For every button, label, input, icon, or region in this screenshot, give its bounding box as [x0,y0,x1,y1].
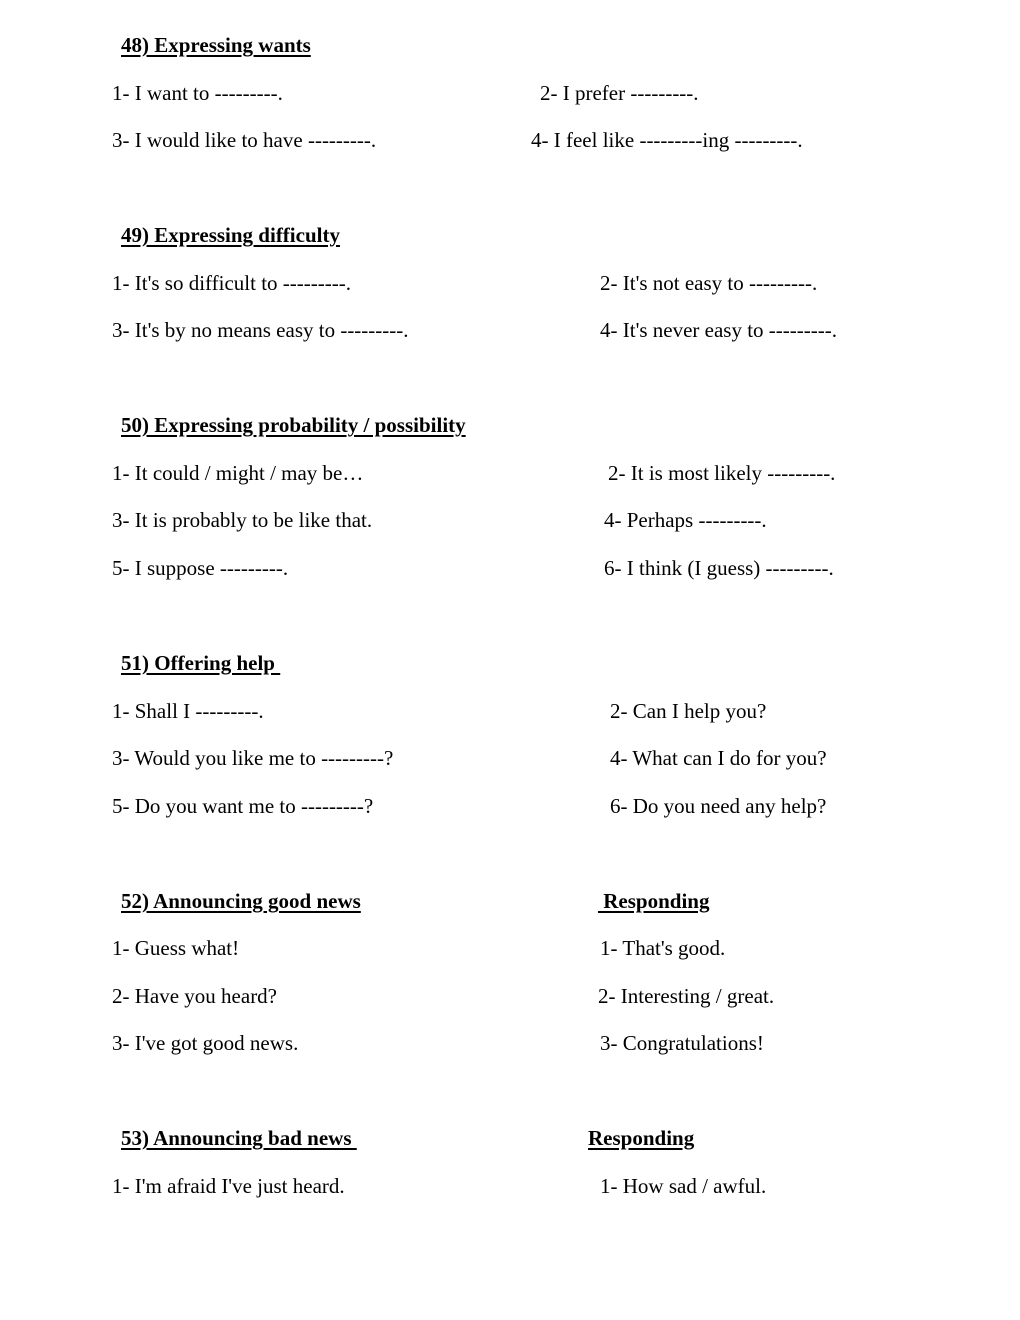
section-52-item-2: 2- Have you heard? [112,984,278,1008]
section-49-heading: 49) Expressing difficulty [121,223,340,247]
section-52-response-3: 3- Congratulations! [600,1031,764,1055]
section-50-item-1: 1- It could / might / may be… [112,461,364,485]
section-50-item-4: 4- Perhaps ---------. [604,508,767,532]
section-50-item-6: 6- I think (I guess) ---------. [604,556,834,580]
section-53-response-1: 1- How sad / awful. [600,1174,767,1198]
section-50-item-2: 2- It is most likely ---------. [608,461,836,485]
section-51-item-3: 3- Would you like me to ---------? [112,746,394,770]
section-49-item-1: 1- It's so difficult to ---------. [112,271,351,295]
section-52-response-2: 2- Interesting / great. [598,984,775,1008]
section-51-heading: 51) Offering help [121,651,281,675]
section-50-item-3: 3- It is probably to be like that. [112,508,373,532]
section-51-item-1: 1- Shall I ---------. [112,699,264,723]
section-52-responding-heading: Responding [598,889,710,913]
section-48-item-3: 3- I would like to have ---------. [112,128,377,152]
section-48-item-4: 4- I feel like ---------ing ---------. [531,128,803,152]
section-53-heading: 53) Announcing bad news [121,1126,357,1150]
section-49-item-4: 4- It's never easy to ---------. [600,318,837,342]
section-53-responding-heading: Responding [588,1126,695,1150]
section-52-item-3: 3- I've got good news. [112,1031,299,1055]
section-49-item-3: 3- It's by no means easy to ---------. [112,318,409,342]
section-51-item-5: 5- Do you want me to ---------? [112,794,374,818]
section-49-item-2: 2- It's not easy to ---------. [600,271,818,295]
section-52-item-1: 1- Guess what! [112,936,240,960]
section-51-item-6: 6- Do you need any help? [610,794,827,818]
section-48-item-2: 2- I prefer ---------. [540,81,699,105]
section-51-item-2: 2- Can I help you? [610,699,767,723]
section-48-heading: 48) Expressing wants [121,33,311,57]
section-53-item-1: 1- I'm afraid I've just heard. [112,1174,345,1198]
section-50-item-5: 5- I suppose ---------. [112,556,289,580]
section-52-heading: 52) Announcing good news [121,889,361,913]
section-51-item-4: 4- What can I do for you? [610,746,827,770]
section-52-response-1: 1- That's good. [600,936,726,960]
section-48-item-1: 1- I want to ---------. [112,81,283,105]
section-50-heading: 50) Expressing probability / possibility [121,413,466,437]
